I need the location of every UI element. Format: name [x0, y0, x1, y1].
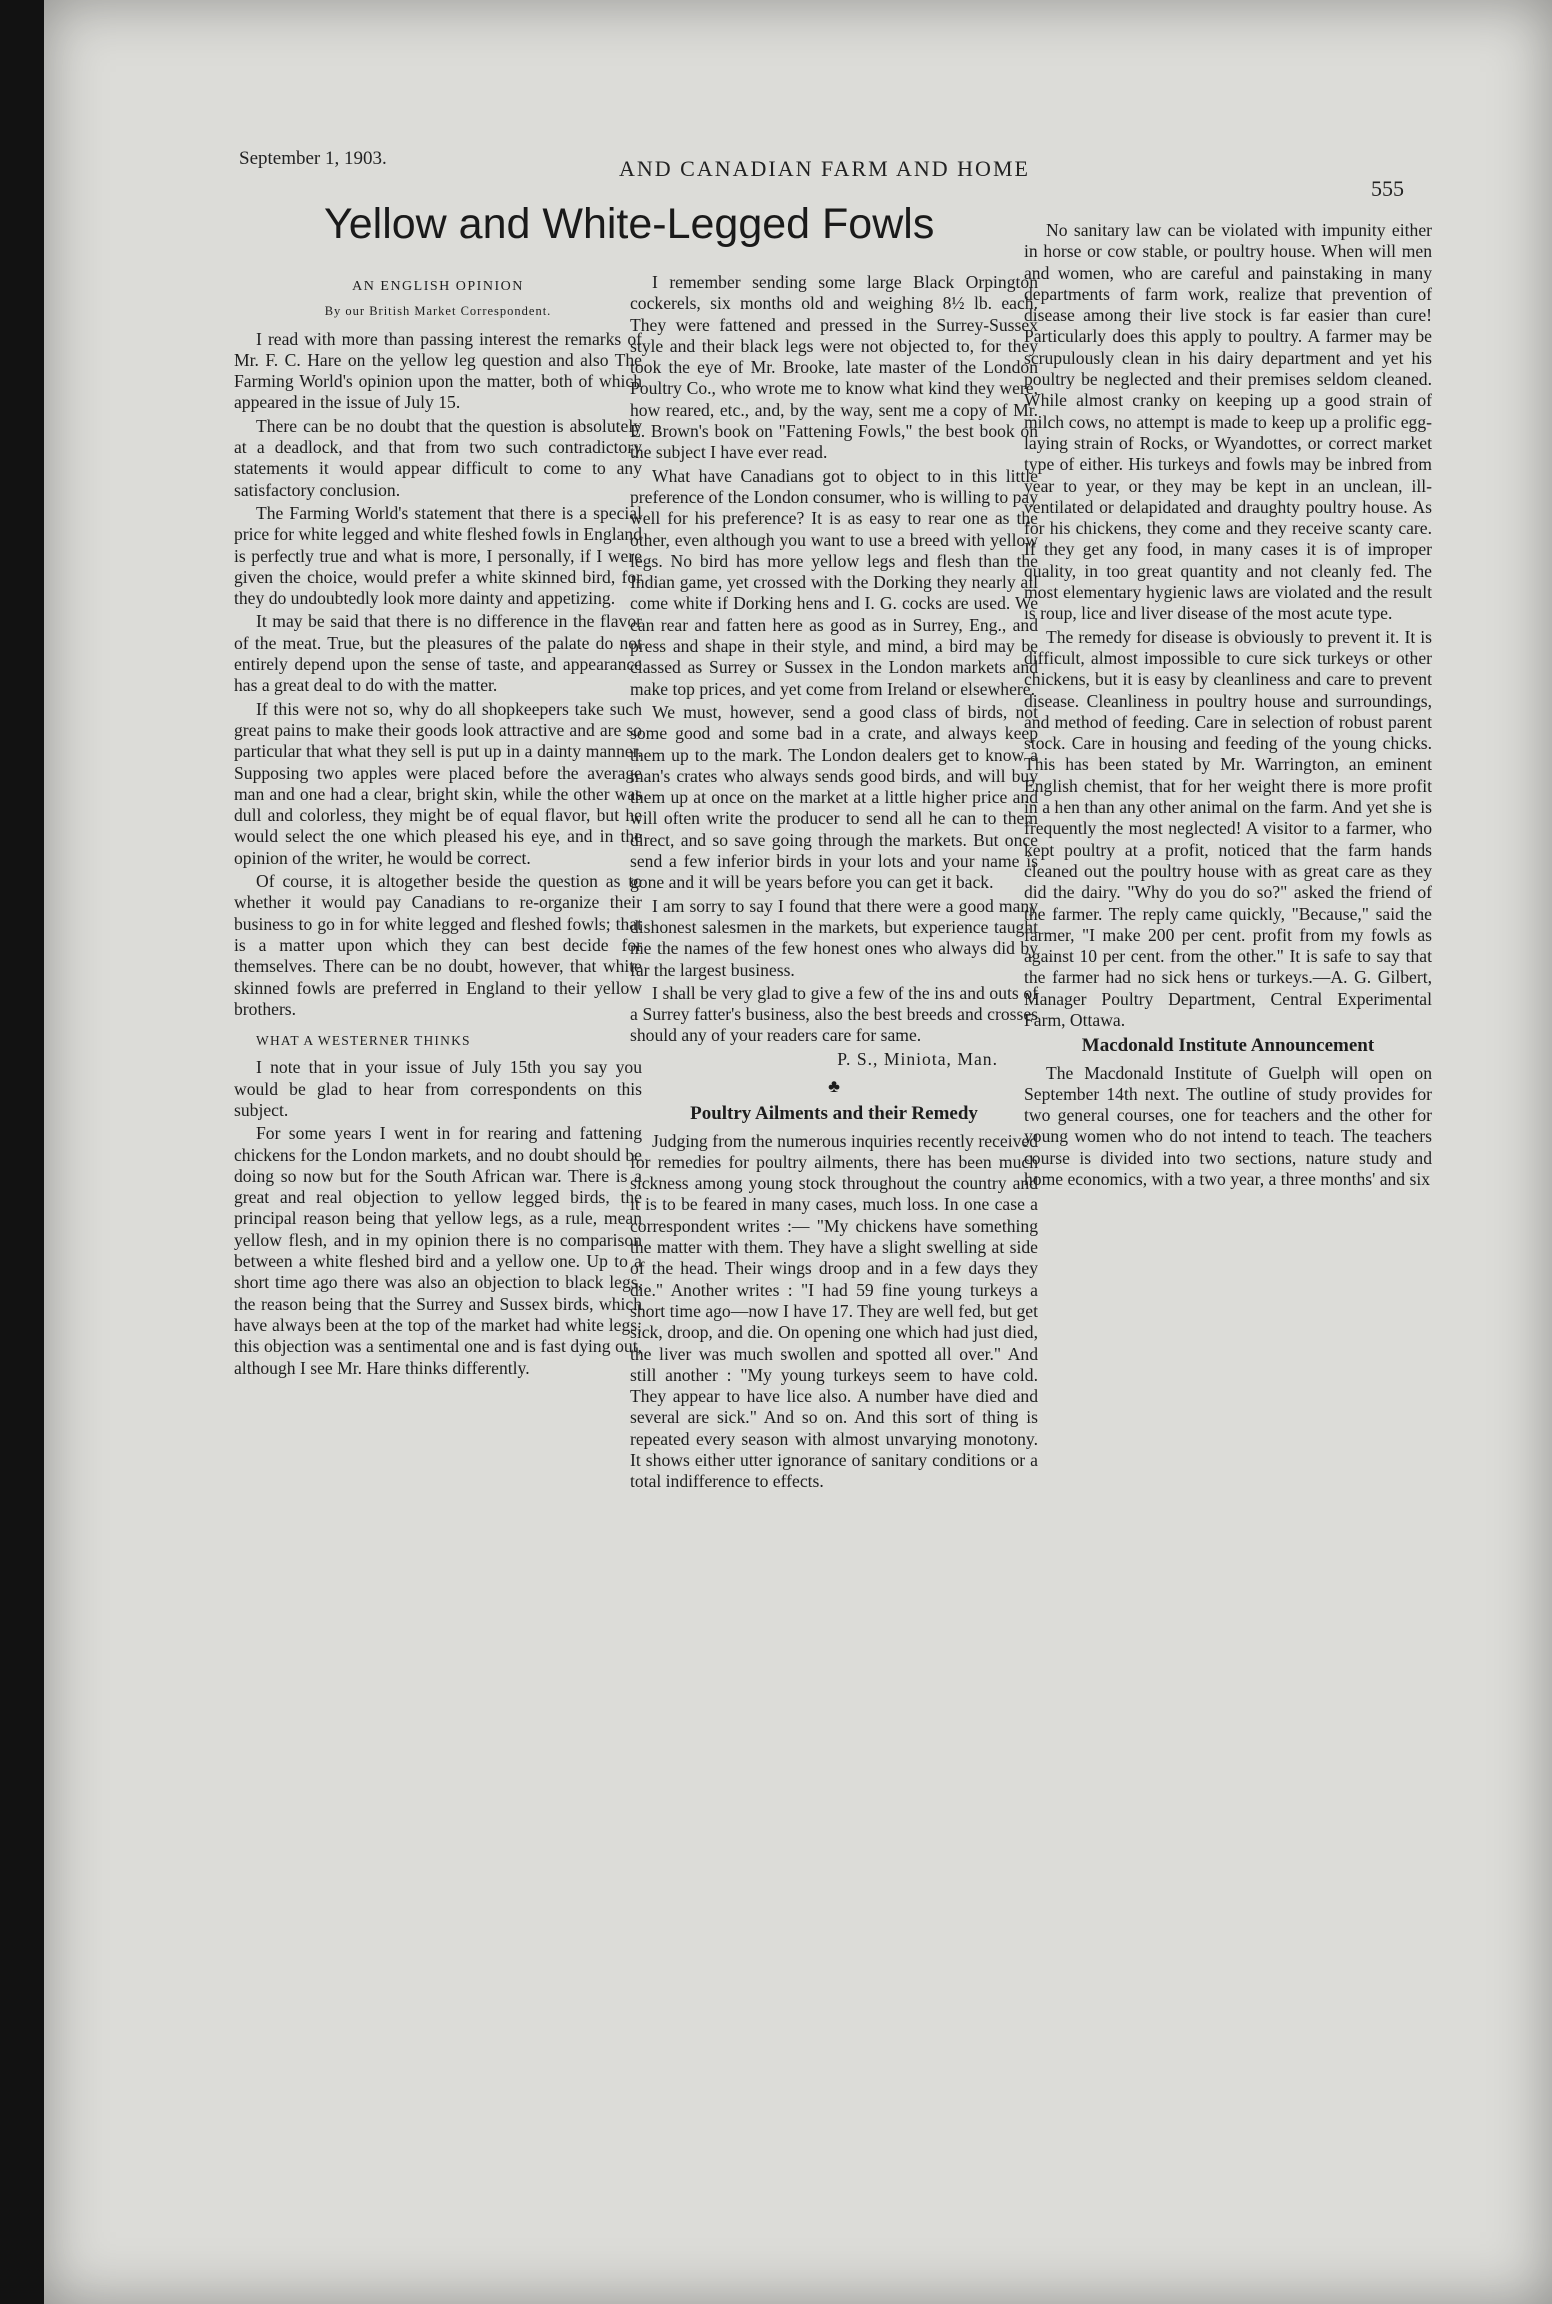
newspaper-page — [44, 0, 1552, 2304]
paragraph: Of course, it is altogether beside the question as to whether it would pay Canadians to re-organize their business to go in for white legged and fleshed fowls; that is a matter upon which they can best decide for themselves. There can be no doubt, however, that white skinned fowls are preferred in England to their yellow brothers. — [234, 871, 642, 1019]
column-3 — [1024, 220, 1432, 1192]
article-byline: By our British Market Correspondent. — [324, 304, 552, 319]
running-title: AND CANADIAN FARM AND HOME — [619, 156, 1030, 181]
paragraph: It may be said that there is no difference in the flavor of the meat. True, but the pleasures of the palate do not entirely depend upon the sense of taste, and appearance has a great deal to do with the matter. — [234, 611, 642, 696]
paragraph: I am sorry to say I found that there were a good many dishonest salesmen in the markets, but experience taught me the names of the few honest ones who always did by far the largest business. — [630, 895, 1038, 980]
article-headline: Poultry Ailments and their Remedy — [690, 1103, 978, 1125]
paragraph: I shall be very glad to give a few of the ins and outs of a Surrey fatter's business, also the best breeds and crosses should any of your readers care for same. — [630, 982, 1038, 1046]
paragraph: The Farming World's statement that there is a special price for white legged and white fleshed fowls in England is perfectly true and what is more, I personally, if I were given the choice, would prefer a white skinned bird, for they do undoubtedly look more dainty and appetizing. — [234, 502, 642, 609]
paragraph: Judging from the numerous inquiries recently received for remedies for poultry ailments, there has been much sickness among young stock throughout the country and it is to be feared in many cases, much loss. In one case a correspondent writes :— "My chickens have something the matter with them. They have a slight swelling at side of the head. Their wings droop and in a few days they die." Another writes : "I had 59 fine young turkeys a short time ago—now I have 17. They are well fed, but get sick, droop, and die. On opening one which had just died, the liver was much swollen and spotted all over." And still another : "My young turkeys seem to have cold. They appear to have lice also. A number have died and several are sick." And so on. And this sort of thing is repeated every season with almost unvarying monotony. It shows either utter ignorance of sanitary conditions or a total indifference to effects. — [630, 1130, 1038, 1492]
paragraph: There can be no doubt that the question is absolutely at a deadlock, and that from two such contradictory statements it would appear difficult to come to any satisfactory conclusion. — [234, 415, 642, 500]
paragraph: The remedy for disease is obviously to prevent it. It is difficult, almost impossible to cure sick turkeys or other chickens, but it is easy by cleanliness and care to prevent disease. Cleanliness in poultry house and surroundings, and method of feeding. Care in selection of robust parent stock. Care in housing and feeding of the young chicks. This has been stated by Mr. Warrington, an eminent English chemist, that for her weight there is more profit in a hen than any other animal on the farm. And yet she is frequently the most neglected! A visitor to a farmer, who kept poultry at a profit, noticed that the farm hands cleaned out the poultry house with as great care as they did the dairy. "Why do you do so?" asked the friend of the farmer. The reply came quickly, "Because," said the farmer, "I make 200 per cent. profit from my fowls as against 10 per cent. from the other." It is safe to say that the farmer had no sick hens or turkeys.—A. G. Gilbert, Manager Poultry Department, Central Experimental Farm, Ottawa. — [1024, 626, 1432, 1030]
paragraph: What have Canadians got to object to in this little preference of the London consumer, who is willing to pay well for his preference? It is as easy to rear one as the other, even although you want to use a breed with yellow legs. No bird has more yellow legs and flesh than the Indian game, yet crossed with the Dorking they nearly all come white if Dorking hens and I. G. cocks are used. We can rear and fatten here as good as in Surrey, Eng., and press and shape in their style, and mind, a bird may be classed as Surrey or Sussex in the London markets and make top prices, and yet come from Ireland or elsewhere. — [630, 465, 1038, 699]
page-number: 555 — [1371, 176, 1404, 201]
column-1 — [234, 272, 642, 1381]
article-subhead: AN ENGLISH OPINION — [352, 279, 524, 294]
paragraph: The Macdonald Institute of Guelph will open on September 14th next. The outline of study provides for two general courses, one for teachers and the other for young women who do not intend to teach. The teachers course is divided into two sections, nature study and home economics, with a two year, a three months' and six — [1024, 1062, 1432, 1190]
paragraph: If this were not so, why do all shopkeepers take such great pains to make their goods look attractive and are so particular that what they sell is put up in a dainty manner. Supposing two apples were placed before the average man and one had a clear, bright skin, while the other was dull and colorless, they might be of equal flavor, but he would select the one which pleased his eye, and in the opinion of the writer, he would be correct. — [234, 698, 642, 868]
article-headline: Yellow and White-Legged Fowls — [324, 200, 935, 248]
paragraph: I read with more than passing interest the remarks of Mr. F. C. Hare on the yellow leg question and also The Farming World's opinion upon the matter, both of which appeared in the issue of July 15. — [234, 328, 642, 413]
paragraph: I remember sending some large Black Orpington cockerels, six months old and weighing 8½ lb. each. They were fattened and pressed in the Surrey-Sussex style and their black legs were not objected to, for they took the eye of Mr. Brooke, late master of the London Poultry Co., who wrote me to know what kind they were, how reared, etc., and, by the way, sent me a copy of Mr. E. Brown's book on "Fattening Fowls," the best book on the subject I have ever read. — [630, 272, 1038, 463]
article-signature: P. S., Miniota, Man. — [837, 1048, 998, 1069]
column-2 — [630, 272, 1038, 1495]
paragraph: I note that in your issue of July 15th you say you would be glad to hear from correspondents on this subject. — [234, 1057, 642, 1120]
paragraph: No sanitary law can be violated with impunity either in horse or cow stable, or poultry house. When will men and women, who are careful and painstaking in many departments of farm work, realize that prevention of disease among their live stock is far easier than cure! Particularly does this apply to poultry. A farmer may be scrupulously clean in his dairy department and yet his poultry be neglected and their premises seldom cleaned. While almost cranky on keeping up a good strain of milch cows, no attempt is made to keep up a prolific egg-laying strain of Rocks, or Wyandottes, or correct market type of either. His turkeys and fowls may be inbred from year to year, or they may be kept in an unclean, ill-ventilated or delapidated and draughty poultry house. As for his chickens, they come and they receive scanty care. If they get any food, in many cases it is of improper quality, in too great quantity and not cleanly fed. The most elementary hygienic laws are violated and the result is roup, lice and liver disease of the most acute type. — [1024, 220, 1432, 624]
article-headline: Macdonald Institute Announcement — [1081, 1035, 1375, 1057]
paragraph: For some years I went in for rearing and fattening chickens for the London markets, and no doubt should be doing so now but for the South African war. There is a great and real objection to yellow legged birds, the principal reason being that yellow legs, as a rule, mean yellow flesh, and in my opinion there is no comparison between a white fleshed bird and a yellow one. Up to a short time ago there was also an objection to black legs, the reason being that the Surrey and Sussex birds, which have always been at the top of the market had white legs; this objection was a sentimental one and is fast dying out, although I see Mr. Hare thinks differently. — [234, 1123, 642, 1378]
issue-date: September 1, 1903. — [239, 148, 387, 169]
paragraph: We must, however, send a good class of birds, not some good and some bad in a crate, and always keep them up to the mark. The London dealers get to know a man's crates who always sends good birds, and will buy them up at once on the market at a little higher price and will often write the producer to send all he can to them direct, and so save going through the markets. But once send a few inferior birds in your lots and your name is gone and it will be years before you can get it back. — [630, 701, 1038, 893]
section-heading: WHAT A WESTERNER THINKS — [256, 1033, 471, 1049]
scan-margin — [0, 0, 44, 2304]
ornament-icon: ♣ — [828, 1075, 840, 1096]
